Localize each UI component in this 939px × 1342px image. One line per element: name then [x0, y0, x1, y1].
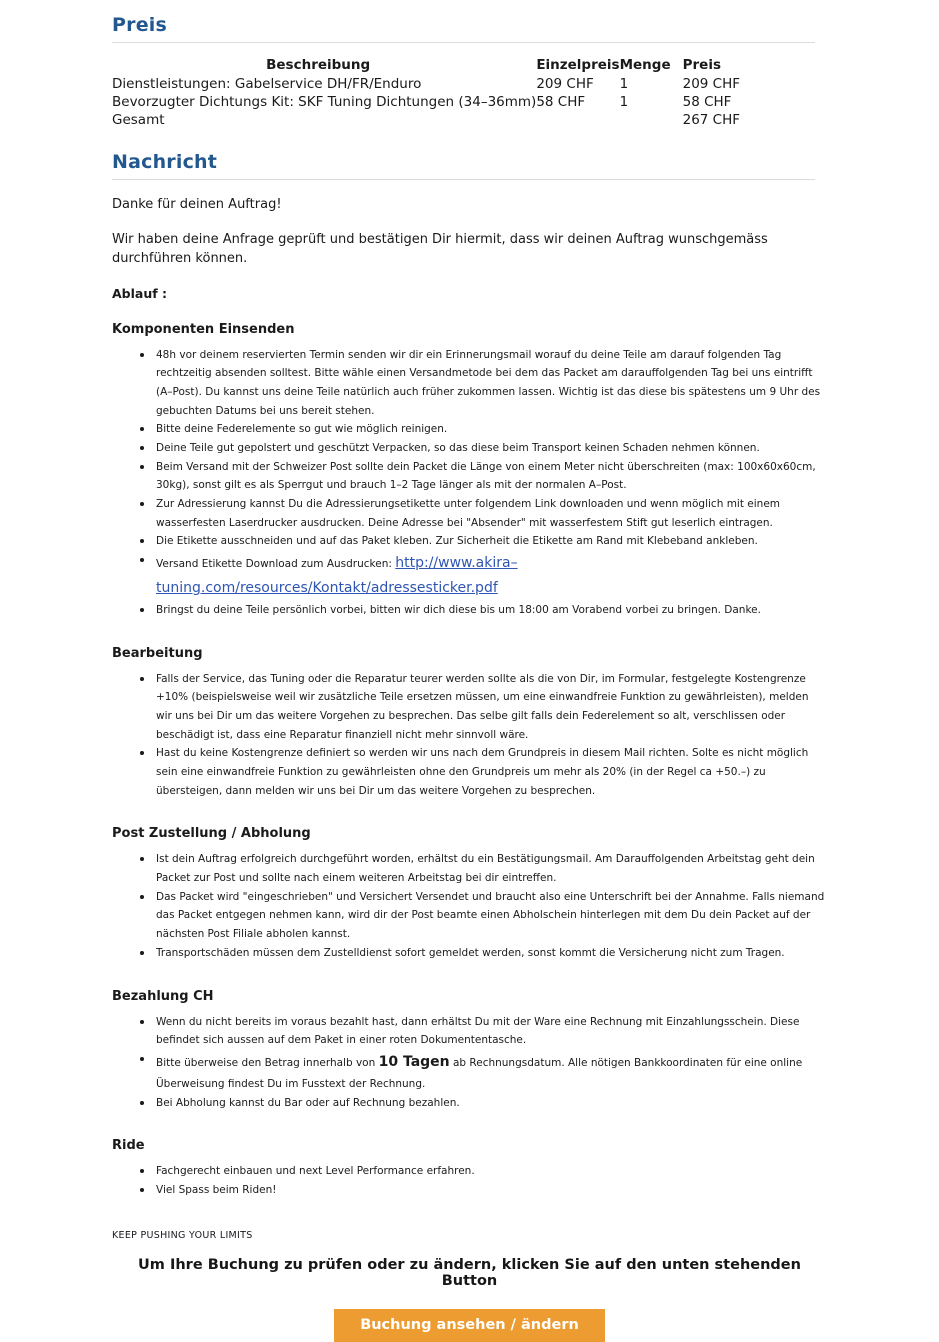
list-item: Ist dein Auftrag erfolgreich durchgeführt worden, erhältst du ein Bestätigungsmail. Am Darauffolgenden Arbeitstag geht dein Packet zur Post und sollte nach einem weiteren Arbeitstag bei dir eintreffen.	[146, 850, 827, 887]
cell-price: 209 CHF	[682, 76, 741, 92]
payment-term-emphasis: 10 Tagen	[378, 1053, 450, 1070]
cell-price: 58 CHF	[682, 94, 732, 110]
brand-slogan: KEEP PUSHING YOUR LIMITS	[112, 1229, 253, 1241]
list-komponenten-einsenden	[112, 346, 827, 620]
section-divider	[112, 42, 815, 43]
table-row	[112, 75, 740, 93]
block-heading-komponenten-einsenden: Komponenten Einsenden	[112, 321, 295, 337]
intro-text: Wir haben deine Anfrage geprüft und bestätigen Dir hiermit, dass wir deinen Auftrag wunschgemäss durchführen können.	[112, 231, 768, 266]
price-section-title: Preis	[112, 14, 168, 36]
list-ride	[112, 1162, 827, 1199]
column-header-price: Preis	[682, 57, 721, 73]
table-row-total	[112, 111, 740, 129]
list-bearbeitung	[112, 670, 827, 801]
cell-quantity: 1	[619, 76, 629, 92]
list-item: Fachgerecht einbauen und next Level Performance erfahren.	[146, 1162, 827, 1181]
list-item-payment-term	[146, 1050, 827, 1094]
list-item: 48h vor deinem reservierten Termin senden wir dir ein Erinnerungsmail worauf du deine Teile am darauf folgenden Tag rechtzeitig absenden solltest. Bitte wähle einen Versandmetode bei dem das Packet am darauffolgenden Tag bei uns eintrifft (A–Post). Du kannst uns deine Teile natürlich auch früher zukommen lassen. Wichtig ist das diese bis spätestens um 9 Uhr des gebuchten Datums bei uns bereit stehen.	[146, 346, 827, 421]
cell-description: Bevorzugter Dichtungs Kit: SKF Tuning Dichtungen (34–36mm)	[112, 94, 537, 110]
greeting-text: Danke für deinen Auftrag!	[112, 197, 282, 212]
cell-unit-price	[536, 111, 619, 129]
cell-unit-price: 209 CHF	[536, 76, 594, 92]
adressesticker-pdf-link[interactable]: http://www.akira–tuning.com/resources/Kontakt/adressesticker.pdf	[156, 555, 518, 596]
block-heading-post-zustellung-abholung: Post Zustellung / Abholung	[112, 826, 311, 842]
payment-term-suffix: ab Rechnungsdatum. Alle nötigen Bankkoordinaten für eine online Überweisung findest Du im Fusstext der Rechnung.	[156, 1056, 803, 1090]
list-item: Beim Versand mit der Schweizer Post sollte dein Packet die Länge von einem Meter nicht überschreiten (max: 100x60x60cm, 30kg), sonst gilt es als Sperrgut und brauch 1–2 Tage länger als mit der normalen A–Post.	[146, 458, 827, 495]
cell-unit-price: 58 CHF	[536, 94, 586, 110]
price-table-header-row	[112, 57, 740, 75]
cta-instruction-text: Um Ihre Buchung zu prüfen oder zu ändern, klicken Sie auf den unten stehenden Button	[138, 1256, 801, 1289]
payment-term-prefix: Bitte überweise den Betrag innerhalb von	[156, 1056, 379, 1069]
list-item: Viel Spass beim Riden!	[146, 1181, 827, 1200]
block-heading-bezahlung-ch: Bezahlung CH	[112, 988, 214, 1004]
list-item-download-link	[146, 551, 827, 601]
list-item: Transportschäden müssen dem Zustelldienst sofort gemeldet werden, sonst kommt die Versicherung nicht zum Tragen.	[146, 944, 827, 963]
price-table	[112, 57, 740, 129]
section-divider	[112, 179, 815, 180]
cell-total-price: 267 CHF	[682, 112, 741, 128]
message-section-title: Nachricht	[112, 151, 218, 173]
list-item: Die Etikette ausschneiden und auf das Paket kleben. Zur Sicherheit die Etikette am Rand mit Klebeband ankleben.	[146, 532, 827, 551]
cell-description: Gesamt	[112, 112, 165, 128]
list-bezahlung	[112, 1013, 827, 1113]
cell-description: Dienstleistungen: Gabelservice DH/FR/Enduro	[112, 76, 422, 92]
cell-quantity: 1	[619, 94, 629, 110]
list-item: Deine Teile gut gepolstert und geschützt Verpacken, so das diese beim Transport keinen Schaden nehmen können.	[146, 439, 827, 458]
view-edit-booking-button[interactable]: Buchung ansehen / ändern	[334, 1309, 605, 1342]
cell-quantity	[620, 111, 671, 129]
list-item: Bringst du deine Teile persönlich vorbei, bitten wir dich diese bis um 18:00 am Vorabend vorbei zu bringen. Danke.	[146, 601, 827, 620]
list-item: Das Packet wird "eingeschrieben" und Versichert Versendet und braucht also eine Unterschrift bei der Annahme. Falls niemand das Packet entgegen nehmen kann, wird dir der Post beamte einen Abholschein hinterlegen mit dem Du dein Packet auf der nächsten Post Filiale abholen kannst.	[146, 888, 827, 944]
column-header-description: Beschreibung	[266, 57, 371, 73]
table-row	[112, 93, 740, 111]
block-heading-bearbeitung: Bearbeitung	[112, 645, 203, 661]
cta-button-container	[112, 1309, 827, 1342]
column-header-unit-price: Einzelpreis	[536, 57, 620, 73]
list-item: Wenn du nicht bereits im voraus bezahlt hast, dann erhältst Du mit der Ware eine Rechnung mit Einzahlungsschein. Diese befindet sich aussen auf dem Paket in einer roten Dokumententasche.	[146, 1013, 827, 1050]
block-heading-ride: Ride	[112, 1138, 145, 1154]
column-header-quantity: Menge	[619, 57, 671, 73]
list-item: Zur Adressierung kannst Du die Adressierungsetikette unter folgendem Link downloaden und wenn möglich mit einem wasserfesten Laserdrucker ausdrucken. Deine Adresse bei "Absender" mit wasserfestem Stift gut leserlich eintragen.	[146, 495, 827, 532]
list-post-zustellung	[112, 850, 827, 962]
list-item: Hast du keine Kostengrenze definiert so werden wir uns nach dem Grundpreis in diesem Mail richten. Solte es nicht möglich sein eine einwandfreie Funktion zu gewährleisten ohne den Grundpreis um mehr als 20% (in der Regel ca +50.–) zu übersteigen, dann melden wir uns bei Dir um das weitere Vorgehen zu besprechen.	[146, 744, 827, 800]
ablauf-label: Ablauf :	[112, 285, 168, 301]
download-link-prefix: Versand Etikette Download zum Ausdrucken:	[156, 558, 396, 571]
list-item: Falls der Service, das Tuning oder die Reparatur teurer werden sollte als die von Dir, im Formular, festgelegte Kostengrenze +10% (beispielsweise weil wir zusätzliche Teile ersetzen müssen, um eine einwandfreie Funktion zu gewährleisten), melden wir uns bei Dir um das weitere Vorgehen zu besprechen. Das selbe gilt falls dein Federelement so alt, verschlissen oder beschädigt ist, dass eine Reparatur finanziell nicht mehr sinnvoll wäre.	[146, 670, 827, 745]
list-item: Bitte deine Federelemente so gut wie möglich reinigen.	[146, 420, 827, 439]
list-item: Bei Abholung kannst du Bar oder auf Rechnung bezahlen.	[146, 1094, 827, 1113]
